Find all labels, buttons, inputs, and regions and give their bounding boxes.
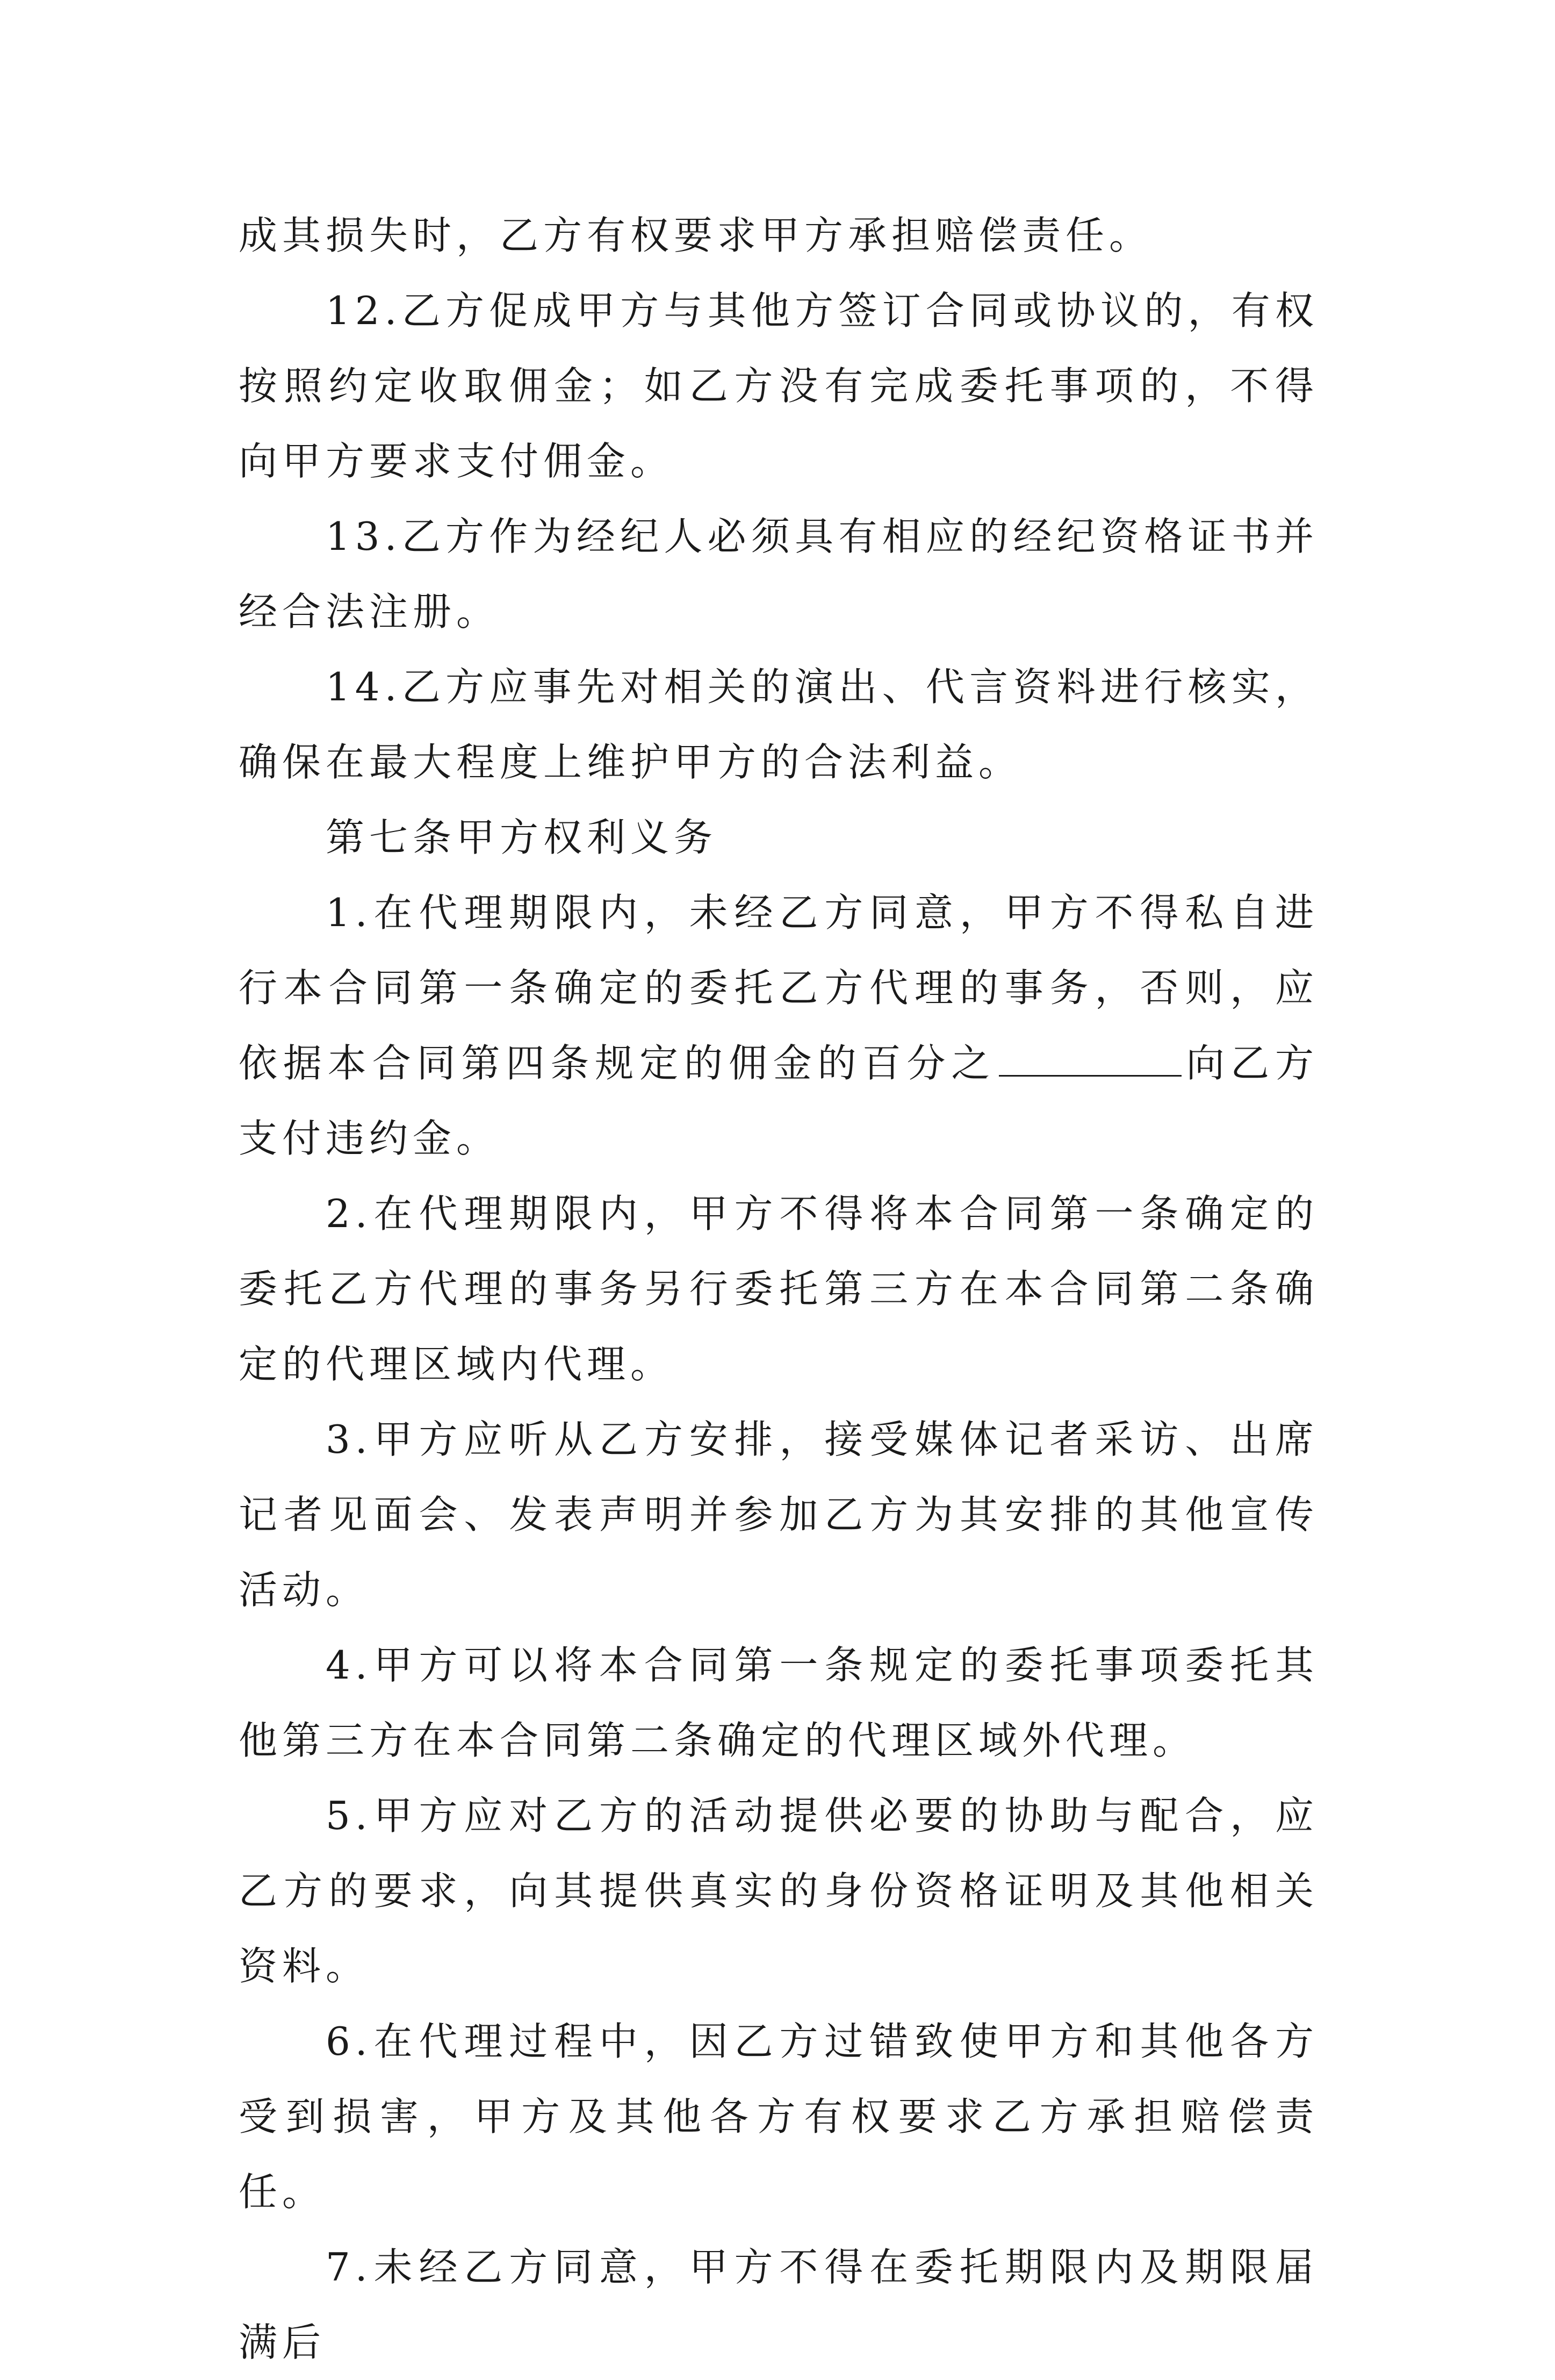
paragraph-clause-13: 13.乙方作为经纪人必须具有相应的经纪资格证书并经合法注册。 — [239, 514, 1319, 634]
paragraph-article-7-item-4: 4.甲方可以将本合同第一条规定的委托事项委托其他第三方在本合同第二条确定的代理区域外代理。 — [239, 1643, 1319, 1763]
paragraph-clause-14: 14.乙方应事先对相关的演出、代言资料进行核实，确保在最大程度上维护甲方的合法利益。 — [239, 664, 1319, 785]
paragraph-article-7-item-6: 6.在代理过程中，因乙方过错致使甲方和其他各方受到损害，甲方及其他各方有权要求乙方承担赔偿责任。 — [239, 2019, 1319, 2214]
paragraph-clause-12: 12.乙方促成甲方与其他方签订合同或协议的，有权按照约定收取佣金；如乙方没有完成委托事项的，不得向甲方要求支付佣金。 — [239, 288, 1319, 484]
item-1-text-after-blank: 向乙方支付违约金。 — [239, 1041, 1319, 1161]
paragraph-article-7-item-5: 5.甲方应对乙方的活动提供必要的协助与配合，应乙方的要求，向其提供真实的身份资格证明及其他相关资料。 — [239, 1793, 1319, 1989]
item-1-text-before-blank: 1.在代理期限内，未经乙方同意，甲方不得私自进行本合同第一条确定的委托乙方代理的事务，否则，应依据本合同第四条规定的佣金的百分之 — [239, 890, 1319, 1086]
paragraph-continuation: 成其损失时，乙方有权要求甲方承担赔偿责任。 — [239, 213, 1153, 258]
paragraph-article-7-item-7: 7.未经乙方同意，甲方不得在委托期限内及期限届满后 — [239, 2245, 1319, 2365]
section-heading-article-7: 第七条甲方权利义务 — [326, 815, 718, 860]
document-body — [239, 198, 1319, 2380]
paragraph-article-7-item-2: 2.在代理期限内，甲方不得将本合同第一条确定的委托乙方代理的事务另行委托第三方在本合同第二条确定的代理区域内代理。 — [239, 1191, 1319, 1387]
paragraph-article-7-item-3: 3.甲方应听从乙方安排，接受媒体记者采访、出席记者见面会、发表声明并参加乙方为其安排的其他宣传活动。 — [239, 1417, 1319, 1612]
fill-in-blank — [999, 1036, 1182, 1077]
paragraph-article-7-item-1 — [239, 875, 1319, 1176]
